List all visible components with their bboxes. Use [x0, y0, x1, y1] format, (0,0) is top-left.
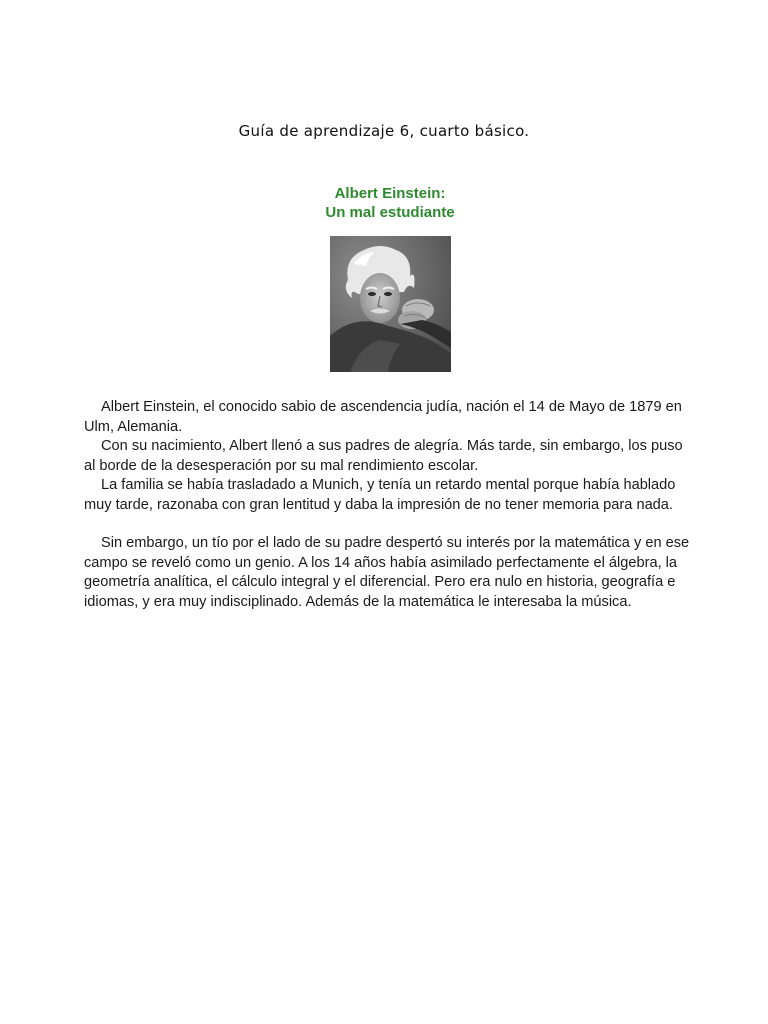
article-title-line-2: Un mal estudiante [325, 204, 455, 221]
document-heading: Guía de aprendizaje 6, cuarto básico. [238, 122, 530, 140]
paragraph-4: Sin embargo, un tío por el lado de su padre despertó su interés por la matemática y en ese campo se reveló como un genio. A los 14 años había asimilado perfectamente el álgebra, la geometría analítica, el cálculo integral y el diferencial. Pero era nulo en historia, geografía e idiomas, y era muy indisciplinado. Además de la matemática le interesaba la música. [84, 535, 690, 610]
article-title [0, 184, 768, 222]
einstein-portrait-photo [330, 236, 451, 372]
paragraph-3: La familia se había trasladado a Munich, y tenía un retardo mental porque había hablado muy tarde, razonaba con gran lentitud y daba la impresión de no tener memoria para nada. [84, 477, 676, 513]
article-title-line-1: Albert Einstein: [334, 185, 446, 202]
article-body [84, 398, 694, 612]
paragraph-2: Con su nacimiento, Albert llenó a sus padres de alegría. Más tarde, sin embargo, los puso al borde de la desesperación por su mal rendimiento escolar. [84, 438, 683, 474]
paragraph-1: Albert Einstein, el conocido sabio de ascendencia judía, nación el 14 de Mayo de 1879 en Ulm, Alemania. [84, 399, 682, 435]
